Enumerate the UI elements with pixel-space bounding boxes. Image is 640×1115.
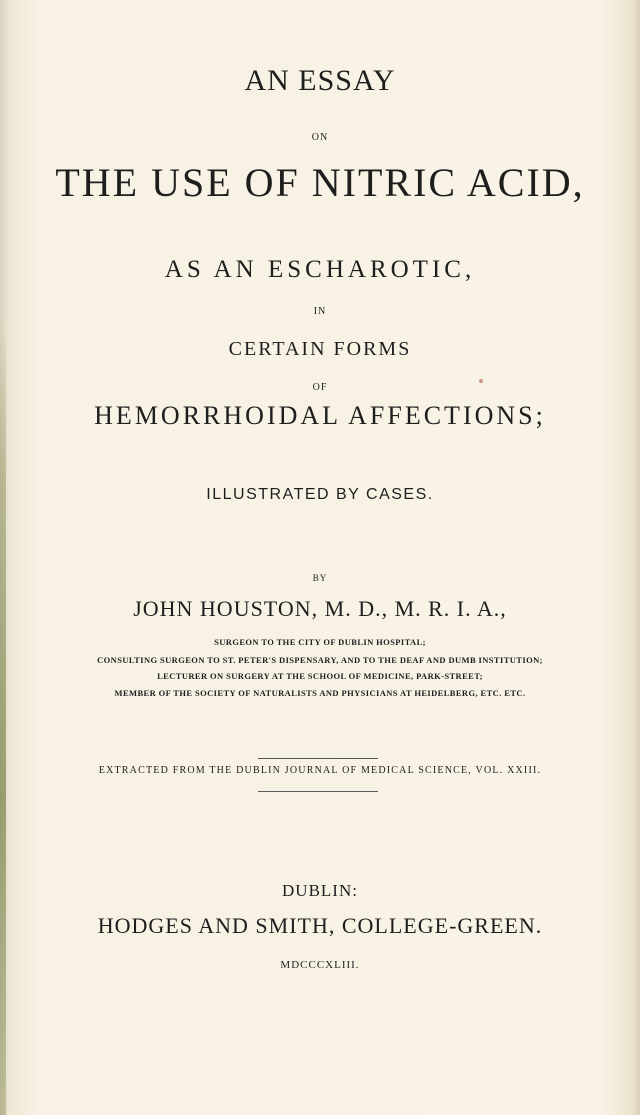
author-credential: LECTURER ON SURGERY AT THE SCHOOL OF MEDICINE, PARK-STREET; bbox=[157, 671, 483, 681]
author-credential: CONSULTING SURGEON TO ST. PETER'S DISPENSARY, AND TO THE DEAF AND DUMB INSTITUTION; bbox=[97, 655, 543, 665]
connector-by: BY bbox=[312, 573, 328, 583]
author-credential: MEMBER OF THE SOCIETY OF NATURALISTS AND PHYSICIANS AT HEIDELBERG, ETC. ETC. bbox=[114, 688, 526, 698]
connector-on: ON bbox=[311, 132, 329, 143]
extract-note: EXTRACTED FROM THE DUBLIN JOURNAL OF MEDICAL SCIENCE, VOL. XXIII. bbox=[98, 765, 542, 776]
title-line-certain-forms: CERTAIN FORMS bbox=[228, 338, 412, 360]
publication-date: MDCCCXLIII. bbox=[280, 959, 360, 971]
divider-rule bbox=[258, 758, 378, 759]
imprint-place: DUBLIN: bbox=[282, 881, 358, 900]
publisher-name: HODGES AND SMITH, COLLEGE-GREEN. bbox=[97, 913, 543, 938]
title-line-hemorrhoidal: HEMORRHOIDAL AFFECTIONS; bbox=[94, 401, 546, 430]
title-line-essay: AN ESSAY bbox=[244, 64, 396, 97]
connector-of: OF bbox=[312, 382, 328, 393]
author-name: JOHN HOUSTON, M. D., M. R. I. A., bbox=[133, 596, 507, 621]
divider-rule bbox=[258, 791, 378, 792]
connector-in: IN bbox=[313, 306, 327, 317]
author-credential: SURGEON TO THE CITY OF DUBLIN HOSPITAL; bbox=[214, 637, 426, 647]
ink-speck bbox=[479, 379, 483, 383]
title-line-escharotic: AS AN ESCHAROTIC, bbox=[164, 256, 476, 283]
title-line-nitric-acid: THE USE OF NITRIC ACID, bbox=[55, 160, 585, 205]
binding-edge bbox=[0, 320, 6, 1115]
title-line-illustrated: ILLUSTRATED BY CASES. bbox=[206, 486, 434, 503]
